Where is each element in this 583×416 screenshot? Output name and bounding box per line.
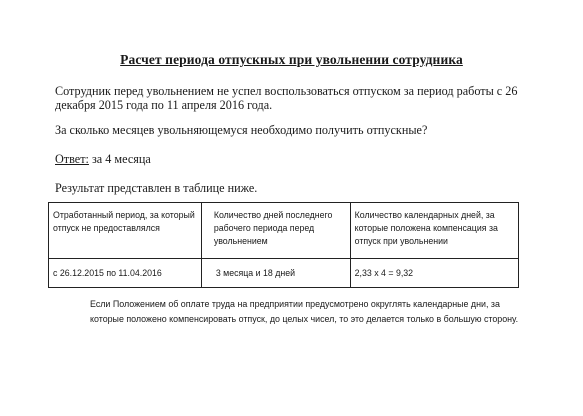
question-paragraph: За сколько месяцев увольняющемуся необходимо получить отпускные? xyxy=(55,123,428,137)
header-worked-period: Отработанный период, за который отпуск не предоставлялся xyxy=(49,203,202,259)
table-row xyxy=(49,259,519,288)
cell-worked-period: с 26.12.2015 по 11.04.2016 xyxy=(49,259,202,288)
answer-value: за 4 месяца xyxy=(88,152,151,166)
intro-paragraph: Сотрудник перед увольнением не успел воспользоваться отпуском за период работы с 26 декабря 2015 года по 11 апреля 2016 года. xyxy=(55,84,518,112)
cell-last-period-days: 3 месяца и 18 дней xyxy=(201,259,350,288)
document-title: Расчет периода отпускных при увольнении сотрудника xyxy=(120,52,463,67)
calculation-table xyxy=(48,202,519,288)
header-compensation-days: Количество календарных дней, за которые положена компенсация за отпуск при увольнении xyxy=(350,203,518,259)
answer-paragraph xyxy=(55,152,525,166)
header-last-period-days: Количество дней последнего рабочего периода перед увольнением xyxy=(201,203,350,259)
cell-compensation-days: 2,33 x 4 = 9,32 xyxy=(350,259,518,288)
result-note: Результат представлен в таблице ниже. xyxy=(55,181,258,195)
table-header-row xyxy=(49,203,519,259)
answer-label: Ответ: xyxy=(55,152,89,166)
footnote: Если Положением об оплате труда на предприятии предусмотрено округлять календарные дни, за которые положено компенсировать отпуск, до целых чисел, то это делается только в большую сторону. xyxy=(90,299,519,324)
